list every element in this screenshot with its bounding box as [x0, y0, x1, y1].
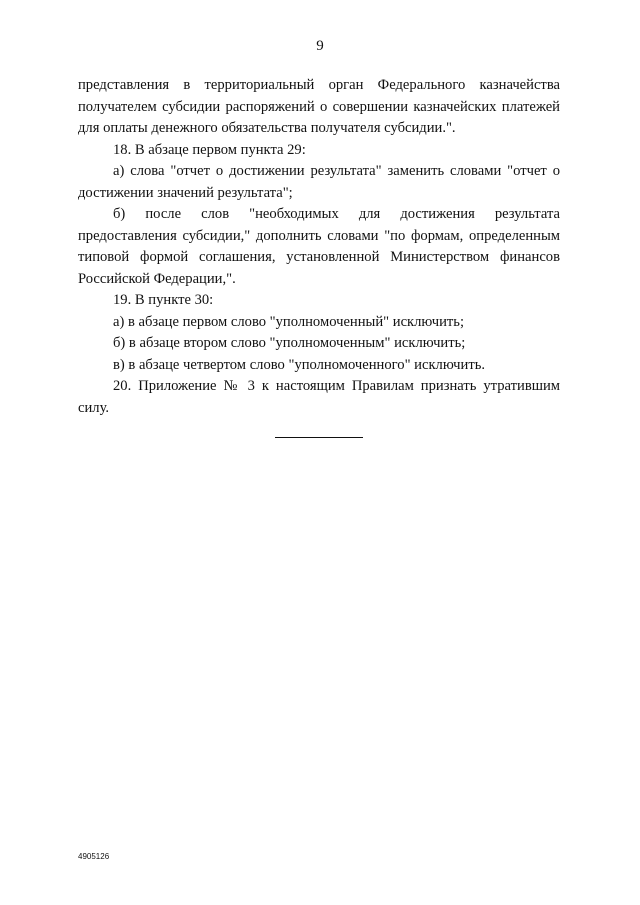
- paragraph-item-20: 20. Приложение № 3 к настоящим Правилам признать утратившим силу.: [78, 378, 560, 416]
- end-separator-line: [275, 437, 363, 438]
- paragraph-item-19a: а) в абзаце первом слово "уполномоченный" исключить;: [113, 313, 465, 330]
- paragraph-continuation: представления в территориальный орган Федерального казначейства получателем субсидии распоряжений о совершении казначейских платежей для оплаты денежного обязательства получателя субсидии.".: [78, 77, 560, 136]
- page-number: 9: [316, 38, 324, 54]
- document-code: 4905126: [78, 852, 110, 861]
- paragraph-item-19b: б) в абзаце втором слово "уполномоченным" исключить;: [113, 335, 466, 351]
- document-body: [78, 75, 560, 419]
- paragraph-item-18a: а) слова "отчет о достижении результата" заменить словами "отчет о достижении значений результата";: [78, 163, 560, 201]
- paragraph-item-18b: б) после слов "необходимых для достижения результата предоставления субсидии," дополнить словами "по формам, определенным типовой формой соглашения, установленной Министерством финансов Российской Федерации,".: [78, 206, 560, 287]
- paragraph-item-19c: в) в абзаце четвертом слово "уполномоченного" исключить.: [113, 356, 486, 373]
- paragraph-item-19: 19. В пункте 30:: [113, 292, 214, 308]
- paragraph-item-18: 18. В абзаце первом пункта 29:: [113, 141, 306, 158]
